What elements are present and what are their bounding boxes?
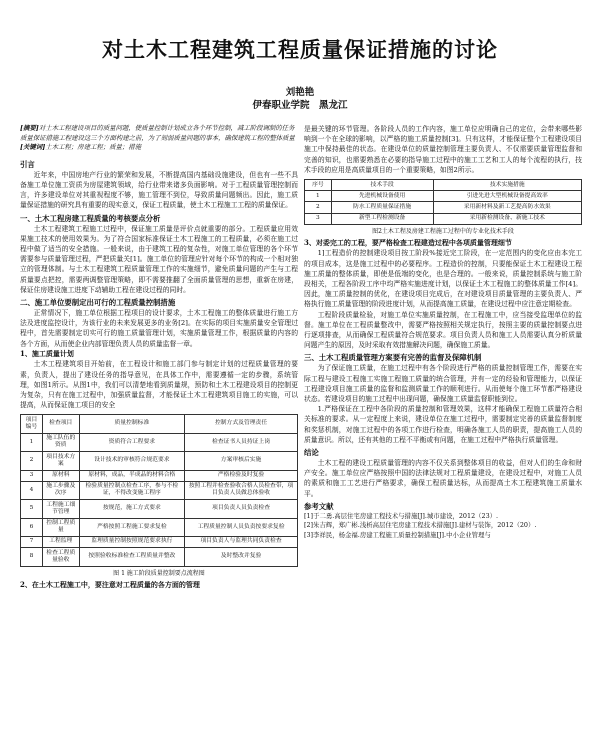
table-cell: 防水工程质量保证措施: [331, 202, 433, 213]
section-3b-paragraph: 工程阶段质量检验，对施工单位实施质量控制，在工程施工中，应当接受监理单位的监督。施工单位在工程质量整改中，需要严格按照相关规定执行，按照主要的质量控制要点进行逐项排查，从而确保工程质量符合规范要求。项目负责人员和施工人员需要认真分析质量问题产生的原因，及时采取有效措施解决问题，确保施工质量。: [304, 310, 582, 350]
table-cell: 8: [21, 548, 43, 566]
keywords-label: [关键词]: [20, 143, 46, 152]
table-cell: 2: [21, 452, 43, 470]
table-cell: 检验质量控制点检查工序，参与不检证，不得改变施工程序: [79, 481, 184, 499]
table-cell: 3: [305, 213, 332, 224]
table-cell: 3: [21, 470, 43, 481]
table-cell: 严格按照工程施工要求复检: [79, 518, 184, 536]
table-header-row: [21, 415, 298, 433]
table-header: 技术实施措施: [433, 180, 582, 191]
table-header: 控制方式及管理责任: [185, 415, 298, 433]
table-header: 技术手段: [331, 180, 433, 191]
left-column: [20, 124, 298, 590]
table-row: [21, 500, 298, 518]
table-header: 检查项目: [42, 415, 79, 433]
table-cell: 1: [305, 191, 332, 202]
table-cell: 项目负责人员负责检查: [185, 500, 298, 518]
table-cell: 按照验收标准检查工程质量并整改: [79, 548, 184, 566]
table-cell: 6: [21, 518, 43, 536]
reference-item: [1]于二勇.高层住宅房建工程技术与措施[J].城市建设，2012（23）.: [304, 511, 499, 520]
table-cell: 2: [305, 202, 332, 213]
table-cell: 施工步骤及次序: [42, 481, 79, 499]
right-top-paragraph: 是最关键的环节管理。各阶段人员的工作内容，施工单位应明确自己的定位，会带来哪些影响到一个在全球的影响，以严格的施工质量控制[3]。只有这样，才能保证整个工程建设项目施工中保持最佳的状态。在建设单位的质量控制管理主要负责人、不仅需要质量管理监督和完善的知识，也需要熟悉在必要的指导施工过程中的施工工艺和工人的每个流程的执行，技术手段的应用是高质量项目的一个重要策略，如图2所示。: [304, 125, 582, 174]
conclusion-heading: 结论: [304, 447, 319, 457]
abstract: [20, 124, 298, 143]
table-row: [305, 213, 582, 224]
table-cell: 控制工程质量: [42, 518, 79, 536]
table-1-caption: 图 1 施工阶段质量控制要点流程图: [113, 569, 205, 577]
author: 刘艳艳: [285, 87, 315, 98]
table-row: [21, 518, 298, 536]
table-row: [21, 536, 298, 547]
table-cell: 采用新材料及新工艺提高防水效果: [433, 202, 582, 213]
table-header: 质量控制标准: [79, 415, 184, 433]
section-1-heading: 一、土木工程房建工程质量的考核要点分析: [20, 213, 161, 223]
table-cell: 工程质量控制人员负责按要求复检: [185, 518, 298, 536]
table-cell: 引进先进大型机械设备提高效率: [433, 191, 582, 202]
right-column: [304, 124, 582, 541]
table-row: [21, 548, 298, 566]
table-header-row: [305, 180, 582, 191]
table-cell: 监理质量控制按照规范要求执行: [79, 536, 184, 547]
table-cell: 及时整改并复验: [185, 548, 298, 566]
conclusion-paragraph: 土木工程的建设工程质量管理的内容不仅关系到整体项目的收益，但对人们的生命和财产安全。施工单位应严格按照中国的法律法规对工程质量建设，在建设过程中，对施工人员的素质和施工工艺进行严格要求，确保工程质量达标，从而提高土木工程建筑施工质量水平。: [304, 458, 582, 498]
table-cell: 项目技术方案: [42, 452, 79, 470]
table-header: 项目编号: [21, 415, 43, 433]
intro-paragraph: 近年来，中国房地产行业的繁荣和发展，不断提高国内基础设施建设，但也有一些不具备施工单位施工资质为房屋建筑领域，给行业带来诸多负面影响。对于工程质量管理控制而言，许多建设单位对其重视程度不够，施工管理不到位，导致质量问题频出。因此，施工质量保证措施的研究具有重要的现实意义，保证工程质量，使土木工程施工工程的质量保证。: [20, 170, 298, 210]
section-3-paragraph: 1]工程造价的控制建设项目按工阶段%接近完工阶段，在一定范围内的变化应由本完工的项目成本，这是施工过程中的必要程序。工程造价的控制，只要能保证土木工程建设工程施工质量的整体质量，即使是低端的变化，也是合理的。一般来说，质量控制系统与施工阶段相关，工程各阶段工序中均严格实施进度计划，以保证土木工程施工的整体质量工作[4]。因此，施工质量控制的优化，在建设项目完成后，在对建设项目质量管理的主要负责人、严格执行施工质量管理的阶段进度计划，从而提高施工质量，在建设过程中应注意定期检查。: [304, 249, 582, 309]
table-cell: 检查工程质量验收: [42, 548, 79, 566]
table-2-caption: 图2土木工程及房建工程施工过程中的专业化技术手段: [372, 227, 514, 235]
table-cell: 设计技术的审核符合规范要求: [79, 452, 184, 470]
table-cell: 先进机械设备使用: [331, 191, 433, 202]
table-row: [305, 191, 582, 202]
table-cell: 工程施工细节管理: [42, 500, 79, 518]
abstract-text: 对土木工程建设项目的质量问题，使质量控制计划成立各个环节控制，减工阶段调制的任务质量保证措施工程建设这三个方面构建之前，为了刻弱质量问题的事本，确保建筑工程的整体质量: [20, 124, 295, 142]
section-2-paragraph: 正常情况下，施工单位根据工程项目的设计要求，土木工程施工的整体质量进行施工方法及进度监控设计，为该行业的未来发展更多的业务[2]。在实际的项目实施质量安全管理过程中，首先需要制定切实可行的施工质量管理计划，实施质量管理工作，根据质量的内容的各个方面，从而使企业内部管理负责人员的质量监督一章。: [20, 309, 298, 348]
table-cell: 原材料: [42, 470, 79, 481]
table-cell: 采用新检测设备、新施工技术: [433, 213, 582, 224]
keywords-text: 土木工程；房建工程；质量；措施: [45, 143, 142, 152]
table-cell: 按规范，施工方式要求: [79, 500, 184, 518]
table-cell: 4: [21, 481, 43, 499]
table-cell: 新型工程检测设备: [331, 213, 433, 224]
section-2-2-heading: 2、在土木工程施工中，要注意对工程质量的各方面的管理: [20, 579, 200, 589]
keywords: [20, 143, 298, 153]
section-4-heading: 三、土木工程质量管理方案要有完善的监督及保障机制: [304, 353, 482, 363]
table-cell: 项目负责人与监理共同负责检查: [185, 536, 298, 547]
table-cell: 施工队伍的资质: [42, 433, 79, 451]
references-heading: 参考文献: [304, 501, 334, 511]
table-cell: 5: [21, 500, 43, 518]
paper-title: 对土木工程建筑工程质量保证措施的讨论: [102, 37, 498, 62]
table-row: [21, 470, 298, 481]
reference-item: [2]朱吉辉，郑广彬.浅析高层住宅房建工程技术措施[J].建材与装饰，2012（20）.: [304, 521, 537, 530]
table-header: 序号: [305, 180, 332, 191]
table-row: [21, 433, 298, 451]
section-2-1-paragraph: 土木工程建筑项目开始前，在工程设计和施工部门参与制定计划的过程质量管理的要素，负责人，提出了建设任务的指导意见，在具体工作中，需要遵循一定的步骤，系统管理，如图1所示。从图1中，我们可以清楚地看到质量规，预防和土木工程建设项目的控制更为复杂，只有在施工过程中，加强质量监督，才能保证土木工程建筑项目施工的实施，可以提高，从而保证施工项目的安全: [20, 360, 298, 410]
table-cell: 原材料，成品，半成品的材料合格: [79, 470, 184, 481]
table-row: [305, 202, 582, 213]
table-cell: 工程监理: [42, 536, 79, 547]
section-4b-paragraph: 1.严格保证在工程中各阶段的质量控制和管理效果，这样才能确保工程施工质量符合相关标准的要求。从一定程度上来说，建设单位在施工过程中，需要制定完善的质量监督制度和奖惩机制，对施工过程中的各项工作进行检查，明确各施工人员的职责，提高施工人员的质量意识。所以，还有其他的工程不平衡或有问题，在施工过程中严格执行质量管理。: [304, 405, 582, 444]
section-2-1-heading: 1、施工质量计划: [20, 348, 74, 358]
reference-item: [3]李祥民，杨金福.房建工程施工质量控制措施[J].中小企业管理与: [304, 530, 491, 539]
section-1-paragraph: 土木工程建筑工程施工过程中，保证施工质量是评价点就重要的部分。工程质量应用效果施工技术的使用效果为。为了符合国家标准保证土木工程施工的工程质量，必须在施工过程中做了适当的安全措施。一般来说，由于建筑工程的复杂性，对施工单位管理的各个环节需要参与质量管理过程，严把质量关[1]。施工单位的管理应针对每个环节的构成一个相对独立的管理体制。与土木工程建筑工程质量管理工作的实施细节，避免质量问题的产生与工程质量要点把控，需要两调整管理策略，即不需要推翻了全面质量管理的思想，重新在房建，保证住房建设施工进度下动辅助工程在建设过程的同时。: [20, 224, 298, 294]
quality-control-table: [20, 414, 298, 566]
section-2-heading: 二、施工单位要制定出可行的工程质量控制措施: [20, 298, 176, 308]
table-cell: 严格检验及时复验: [185, 470, 298, 481]
abstract-label: [摘要]: [20, 124, 39, 132]
table-row: [21, 481, 298, 499]
affiliation: 伊春职业学院 黑龙江: [252, 100, 348, 111]
table-cell: 检查证书人员持证上岗: [185, 433, 298, 451]
intro-heading: 引言: [20, 159, 35, 169]
table-row: [21, 452, 298, 470]
table-cell: 资质符合工程要求: [79, 433, 184, 451]
table-cell: 1: [21, 433, 43, 451]
technique-table: [304, 179, 582, 225]
section-4-paragraph: 为了保证施工质量，在施工过程中有各个阶段进行严格的质量控制管理工作，需要在实际工程与建设工程施工实施工程施工质量的统合管理，并有一定的经验和管理能力，以保证工程建设项目施工质量的监督和监测质量工作的顺利进行。从而使每个施工环节都严格建设状态。若建设项目的施工过程中出现问题，确保施工质量监督职能到位。: [304, 364, 582, 403]
table-cell: 方案审核后实施: [185, 452, 298, 470]
table-cell: 7: [21, 536, 43, 547]
table-cell: 按照工程并检查验收合格人员检查带，项目负责人员做总体验收: [185, 481, 298, 499]
section-3-heading: 3、对委完工的工程，要严格检查工程建造过程中各项质量管理细节: [304, 237, 512, 247]
